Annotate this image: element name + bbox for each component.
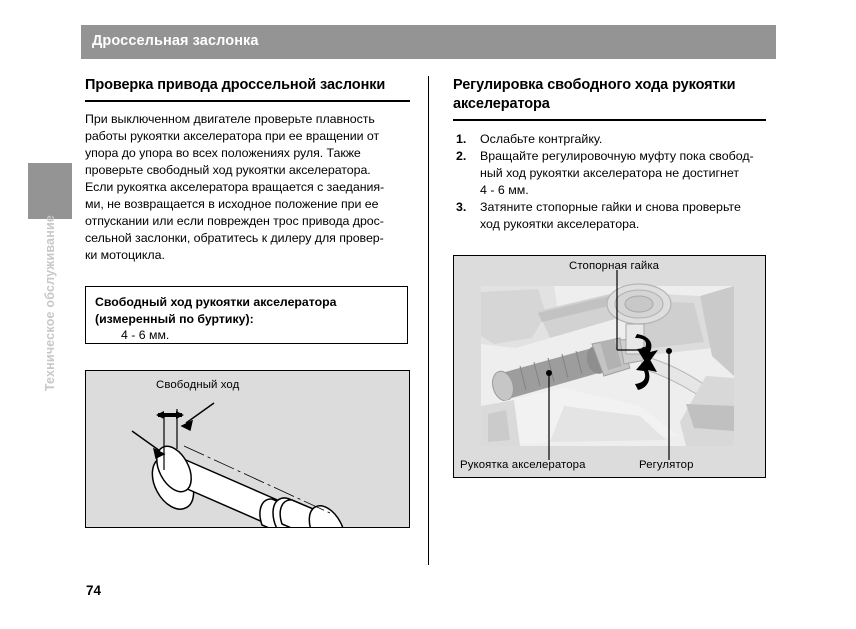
figure-freeplay-caption: Свободный ход: [156, 379, 240, 391]
right-column: [453, 76, 766, 233]
paragraph-line: отпускании или если поврежден трос привода дрос-: [85, 213, 384, 228]
step-line: ный ход рукоятки акселератора не достигнет: [480, 166, 740, 181]
step-number: 3.: [456, 199, 467, 214]
figure-throttle-adjuster: [453, 255, 766, 478]
step-number: 2.: [456, 149, 467, 164]
paragraph-line: упора до упора во всех положениях руля. Также: [85, 145, 361, 160]
left-column: [85, 76, 410, 263]
step-line: ход рукоятки акселератора.: [480, 216, 640, 231]
chapter-tab-label: [28, 215, 72, 445]
step-item: [453, 199, 766, 233]
figure-adjuster-illustration: [454, 256, 765, 477]
column-divider: [428, 76, 429, 565]
right-section-heading: [453, 76, 766, 121]
specification-title-line-1: Свободный ход рукоятки акселератора: [95, 295, 337, 309]
figure-adjuster-caption-adjuster: Регулятор: [639, 459, 694, 471]
specification-title-line-2: (измеренный по буртику):: [95, 311, 254, 326]
paragraph-line: При выключенном двигателе проверьте плавность: [85, 112, 375, 127]
chapter-tab-text: Техническое обслуживание: [43, 215, 57, 392]
right-heading-line-1: Регулировка свободного хода рукоятки: [453, 77, 736, 93]
step-line: 4 - 6 мм.: [480, 183, 529, 198]
step-line: Вращайте регулировочную муфту пока свобод-: [480, 149, 754, 164]
chapter-tab-block: [28, 163, 72, 219]
running-header-bar: [81, 25, 776, 59]
step-item: [453, 131, 766, 148]
paragraph-line: ми, не возвращается в исходное положение при ее: [85, 196, 379, 211]
page-number: 74: [86, 583, 102, 598]
paragraph-line: проверьте свободный ход рукоятки акселератора.: [85, 162, 371, 177]
paragraph-line: ки мотоцикла.: [85, 247, 165, 262]
step-line: Затяните стопорные гайки и снова проверьте: [480, 199, 741, 214]
figure-throttle-grip-freeplay: [85, 370, 410, 528]
right-heading-line-2: акселератора: [453, 96, 550, 113]
paragraph-line: работы рукоятки акселератора при ее вращении от: [85, 129, 380, 144]
running-header-title: Дроссельная заслонка: [92, 33, 259, 49]
specification-content: [86, 287, 407, 344]
step-line: Ослабьте контргайку.: [480, 132, 603, 147]
figure-adjuster-caption-throttle-grip: Рукоятка акселератора: [460, 459, 586, 471]
paragraph-line: Если рукоятка акселератора вращается с заедания-: [85, 179, 385, 194]
adjustment-steps-list: [453, 131, 766, 233]
step-item: [453, 148, 766, 199]
figure-freeplay-illustration: [86, 371, 409, 527]
paragraph-line: сельной заслонки, обратитесь к дилеру для провер-: [85, 230, 384, 245]
specification-box: [85, 286, 408, 344]
figure-adjuster-caption-locknut: Стопорная гайка: [569, 260, 660, 272]
specification-value: 4 - 6 мм.: [121, 328, 170, 343]
step-number: 1.: [456, 132, 467, 147]
left-body-paragraph: [85, 111, 410, 263]
left-section-heading: Проверка привода дроссельной заслонки: [85, 76, 410, 102]
